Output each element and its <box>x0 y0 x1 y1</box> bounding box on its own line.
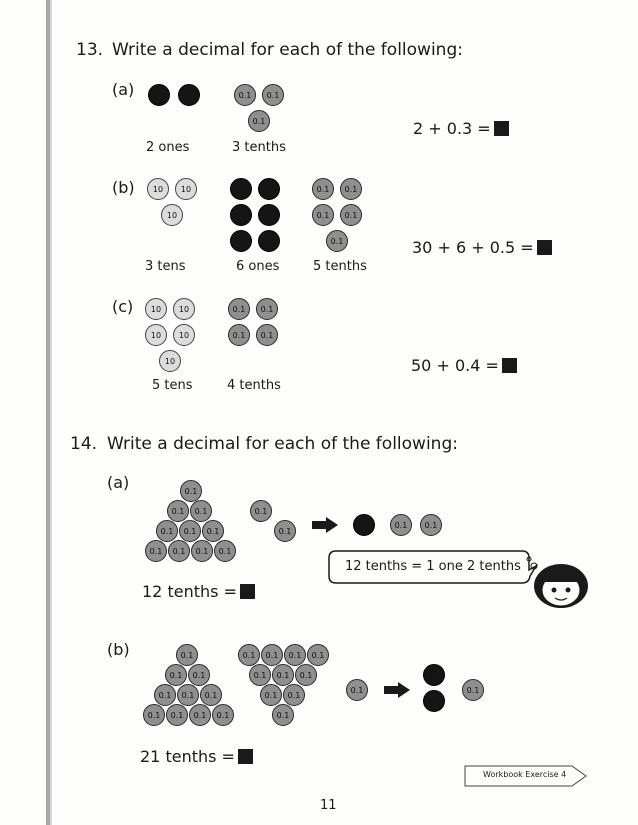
tenth-coin: 0.1 <box>340 204 362 226</box>
q13b-caption-tenths: 5 tenths <box>313 259 367 274</box>
ten-coin: 10 <box>159 350 181 372</box>
answer-box <box>238 749 253 764</box>
tenth-coin: 0.1 <box>180 480 202 502</box>
tenth-coin: 0.1 <box>340 178 362 200</box>
one-coin <box>353 514 375 536</box>
q13c-equation <box>411 356 517 375</box>
tenth-coin: 0.1 <box>200 684 222 706</box>
tenth-coin: 0.1 <box>260 684 282 706</box>
tenth-coin: 0.1 <box>165 664 187 686</box>
one-coin <box>423 664 445 686</box>
q13-number: 13. <box>76 40 104 60</box>
tenth-coin: 0.1 <box>176 644 198 666</box>
ten-coin: 10 <box>161 204 183 226</box>
one-coin <box>230 178 252 200</box>
tenth-coin: 0.1 <box>156 520 178 542</box>
q14b-answer-text: 21 tenths = <box>140 747 235 766</box>
tenth-coin: 0.1 <box>256 324 278 346</box>
tenth-coin: 0.1 <box>307 644 329 666</box>
q14a-answer-text: 12 tenths = <box>142 582 237 601</box>
q13c-caption-tenths: 4 tenths <box>227 378 281 393</box>
tenth-coin: 0.1 <box>295 664 317 686</box>
tenth-coin: 0.1 <box>272 704 294 726</box>
tenth-coin: 0.1 <box>250 500 272 522</box>
one-coin <box>258 230 280 252</box>
q13a-label: (a) <box>112 80 135 99</box>
tenth-coin: 0.1 <box>177 684 199 706</box>
q14a-label: (a) <box>107 473 130 492</box>
tenth-coin: 0.1 <box>190 500 212 522</box>
ten-coin: 10 <box>147 178 169 200</box>
tenth-coin: 0.1 <box>234 84 256 106</box>
workbook-tag: Workbook Exercise 4 <box>483 770 567 779</box>
tenth-coin: 0.1 <box>390 514 412 536</box>
tenth-coin: 0.1 <box>143 704 165 726</box>
q13c-label: (c) <box>112 297 134 316</box>
tenth-coin: 0.1 <box>238 644 260 666</box>
tenth-coin: 0.1 <box>274 520 296 542</box>
child-face-icon <box>526 554 592 610</box>
answer-box <box>240 584 255 599</box>
tenth-coin: 0.1 <box>283 684 305 706</box>
q14-title: Write a decimal for each of the following: <box>107 434 458 454</box>
q13a-caption-tenths: 3 tenths <box>232 140 286 155</box>
page-number: 11 <box>320 798 337 813</box>
book-gutter-shadow <box>50 0 52 825</box>
ten-coin: 10 <box>173 298 195 320</box>
one-coin <box>230 230 252 252</box>
ten-coin: 10 <box>173 324 195 346</box>
one-coin <box>258 204 280 226</box>
answer-box <box>537 240 552 255</box>
ten-coin: 10 <box>145 298 167 320</box>
q14b-answer <box>140 747 253 766</box>
one-coin <box>178 84 200 106</box>
q13b-equation <box>412 238 552 257</box>
ten-coin: 10 <box>145 324 167 346</box>
q14a-answer <box>142 582 255 601</box>
tenth-coin: 0.1 <box>272 664 294 686</box>
tenth-coin: 0.1 <box>212 704 234 726</box>
tenth-coin: 0.1 <box>168 540 190 562</box>
tenth-coin: 0.1 <box>228 298 250 320</box>
ten-coin: 10 <box>175 178 197 200</box>
q14-number: 14. <box>70 434 98 454</box>
tenth-coin: 0.1 <box>262 84 284 106</box>
q13-title: Write a decimal for each of the following: <box>112 40 463 60</box>
arrow-right-icon <box>384 682 410 698</box>
tenth-coin: 0.1 <box>249 664 271 686</box>
tenth-coin: 0.1 <box>312 178 334 200</box>
tenth-coin: 0.1 <box>346 679 368 701</box>
tenth-coin: 0.1 <box>248 110 270 132</box>
tenth-coin: 0.1 <box>167 500 189 522</box>
tenth-coin: 0.1 <box>202 520 224 542</box>
one-coin <box>148 84 170 106</box>
tenth-coin: 0.1 <box>261 644 283 666</box>
q13b-caption-tens: 3 tens <box>145 259 186 274</box>
tenth-coin: 0.1 <box>166 704 188 726</box>
tenth-coin: 0.1 <box>326 230 348 252</box>
tenth-coin: 0.1 <box>228 324 250 346</box>
tenth-coin: 0.1 <box>188 664 210 686</box>
one-coin <box>258 178 280 200</box>
answer-box <box>494 121 509 136</box>
tenth-coin: 0.1 <box>191 540 213 562</box>
tenth-coin: 0.1 <box>214 540 236 562</box>
q13a-equation-text: 2 + 0.3 = <box>413 119 491 138</box>
tenth-coin: 0.1 <box>284 644 306 666</box>
q13b-caption-ones: 6 ones <box>236 259 280 274</box>
q13b-equation-text: 30 + 6 + 0.5 = <box>412 238 534 257</box>
q13c-equation-text: 50 + 0.4 = <box>411 356 499 375</box>
q14a-speech-text: 12 tenths = 1 one 2 tenths <box>345 559 521 574</box>
answer-box <box>502 358 517 373</box>
q14b-label: (b) <box>107 640 130 659</box>
tenth-coin: 0.1 <box>462 679 484 701</box>
q13b-label: (b) <box>112 178 135 197</box>
tenth-coin: 0.1 <box>256 298 278 320</box>
tenth-coin: 0.1 <box>420 514 442 536</box>
tenth-coin: 0.1 <box>154 684 176 706</box>
one-coin <box>423 690 445 712</box>
tenth-coin: 0.1 <box>145 540 167 562</box>
one-coin <box>230 204 252 226</box>
tenth-coin: 0.1 <box>189 704 211 726</box>
arrow-right-icon <box>312 517 338 533</box>
q13a-equation <box>413 119 509 138</box>
tenth-coin: 0.1 <box>312 204 334 226</box>
tenth-coin: 0.1 <box>179 520 201 542</box>
q13c-caption-tens: 5 tens <box>152 378 193 393</box>
q13a-caption-ones: 2 ones <box>146 140 190 155</box>
